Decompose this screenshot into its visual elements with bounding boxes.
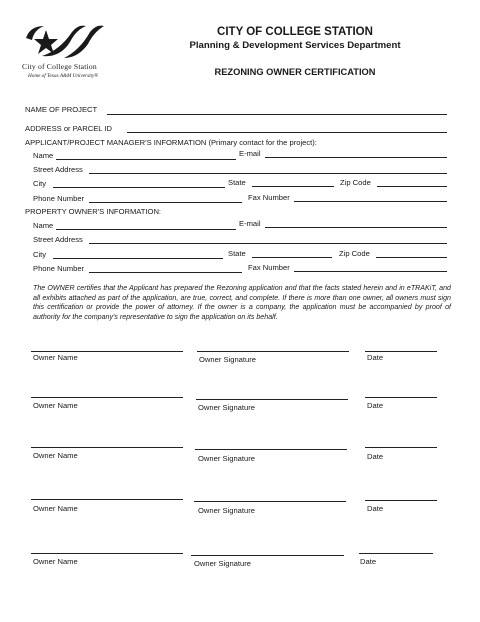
owner-phone-field[interactable] (89, 272, 242, 273)
owner-signature-line[interactable] (195, 449, 347, 450)
owner-name-caption: Owner Name (33, 451, 78, 460)
certification-statement: The OWNER certifies that the Applicant has prepared the Rezoning application and that the facts stated herein and in eTRAKiT, and all exhibits attached as part of the application, are true, correct, and complete. If there is more than one owner, all owners must sign this certification or provide the power of attorney. If the owner is a company, the application must be accompanied by proof of authority for the company's representative to sign the application on its behalf. (33, 284, 451, 321)
address-label: ADDRESS or PARCEL ID (25, 124, 112, 133)
date-caption: Date (367, 504, 384, 513)
owner-email-label: E-mail (239, 219, 261, 228)
owner-state-label: State (228, 249, 246, 258)
date-line[interactable] (365, 397, 437, 398)
city-logo (20, 20, 115, 82)
date-caption: Date (367, 452, 384, 461)
applicant-name-label: Name (33, 151, 54, 160)
date-caption: Date (360, 557, 377, 566)
project-name-field[interactable] (107, 114, 447, 115)
owner-signature-caption: Owner Signature (199, 355, 256, 364)
owner-signature-line[interactable] (196, 399, 348, 400)
applicant-zip-label: Zip Code (340, 178, 371, 187)
owner-name-caption: Owner Name (33, 504, 78, 513)
date-caption: Date (367, 401, 384, 410)
date-caption: Date (367, 353, 384, 362)
department-title: Planning & Development Services Department (189, 40, 401, 51)
owner-name-caption: Owner Name (33, 353, 78, 362)
owner-name-signature-line[interactable] (31, 351, 183, 352)
owner-name-signature-line[interactable] (31, 553, 183, 554)
owner-name-caption: Owner Name (33, 401, 78, 410)
star-swoosh-logo-icon (20, 20, 115, 62)
applicant-name-field[interactable] (56, 159, 236, 160)
applicant-email-field[interactable] (265, 157, 447, 158)
owner-street-label: Street Address (33, 235, 83, 244)
owner-city-field[interactable] (53, 258, 223, 259)
applicant-state-label: State (228, 178, 246, 187)
logo-city-name: City of College Station (22, 62, 97, 71)
applicant-zip-field[interactable] (377, 186, 447, 187)
owner-street-field[interactable] (89, 243, 447, 244)
owner-heading: PROPERTY OWNER'S INFORMATION: (25, 207, 162, 216)
address-field[interactable] (127, 132, 447, 133)
applicant-phone-field[interactable] (89, 202, 242, 203)
owner-name-label: Name (33, 221, 54, 230)
owner-signature-line[interactable] (191, 555, 344, 556)
owner-fax-field[interactable] (294, 271, 447, 272)
owner-state-field[interactable] (252, 257, 332, 258)
logo-tagline: Home of Texas A&M University® (28, 73, 99, 79)
owner-name-signature-line[interactable] (31, 397, 183, 398)
owner-signature-caption: Owner Signature (194, 559, 251, 568)
applicant-state-field[interactable] (252, 186, 334, 187)
owner-name-signature-line[interactable] (31, 499, 183, 500)
applicant-email-label: E-mail (239, 149, 261, 158)
project-name-label: NAME OF PROJECT (25, 105, 98, 114)
applicant-city-field[interactable] (53, 187, 225, 188)
applicant-fax-label: Fax Number (248, 193, 290, 202)
owner-signature-line[interactable] (197, 351, 349, 352)
owner-zip-field[interactable] (376, 257, 447, 258)
owner-name-field[interactable] (56, 229, 236, 230)
owner-fax-label: Fax Number (248, 263, 290, 272)
applicant-phone-label: Phone Number (33, 194, 85, 203)
date-line[interactable] (359, 553, 433, 554)
owner-name-signature-line[interactable] (31, 447, 183, 448)
date-line[interactable] (365, 447, 437, 448)
date-line[interactable] (365, 351, 437, 352)
owner-phone-label: Phone Number (33, 264, 85, 273)
applicant-city-label: City (33, 179, 47, 188)
owner-signature-caption: Owner Signature (198, 403, 255, 412)
applicant-heading: APPLICANT/PROJECT MANAGER'S INFORMATION (Primary contact for the project): (25, 138, 317, 147)
applicant-street-label: Street Address (33, 165, 83, 174)
city-title: CITY OF COLLEGE STATION (217, 26, 373, 38)
owner-signature-line[interactable] (194, 501, 346, 502)
owner-city-label: City (33, 250, 47, 259)
applicant-fax-field[interactable] (294, 201, 447, 202)
owner-name-caption: Owner Name (33, 557, 78, 566)
applicant-street-field[interactable] (89, 173, 447, 174)
owner-signature-caption: Owner Signature (198, 454, 255, 463)
owner-email-field[interactable] (265, 227, 447, 228)
date-line[interactable] (365, 500, 437, 501)
owner-zip-label: Zip Code (339, 249, 370, 258)
form-title: REZONING OWNER CERTIFICATION (214, 67, 376, 77)
owner-signature-caption: Owner Signature (198, 506, 255, 515)
